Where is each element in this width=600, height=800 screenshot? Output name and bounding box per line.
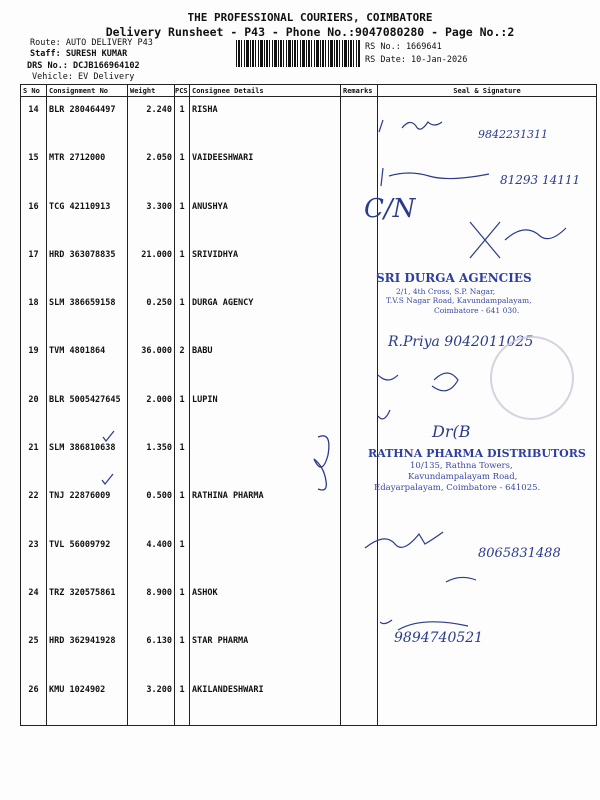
signature-phone: 9842231311 <box>478 128 548 141</box>
barcode <box>236 40 360 67</box>
weight: 2.000 <box>128 387 175 435</box>
durga-agencies-stamp <box>376 271 532 316</box>
drs-label: DRS No.: DCJB166964102 <box>27 61 140 71</box>
stamp-address-line: Coimbatore - 641 030. <box>434 306 520 316</box>
table-row <box>21 194 597 242</box>
serial-number: 21 <box>21 435 47 483</box>
pieces: 1 <box>175 435 190 483</box>
consignee-name: RISHA <box>190 97 341 146</box>
consignment-number: BLR 5005427645 <box>47 387 128 435</box>
remarks-cell <box>341 628 378 676</box>
table-row <box>21 628 597 676</box>
signature-cell <box>378 580 597 628</box>
column-header: Weight <box>128 85 175 97</box>
pieces: 1 <box>175 97 190 146</box>
staff-label: Staff: SURESH KUMAR <box>30 49 128 59</box>
remarks-cell <box>341 242 378 290</box>
consignee-name: BABU <box>190 338 341 386</box>
consignment-number: MTR 2712000 <box>47 145 128 193</box>
round-seal <box>490 336 574 420</box>
pieces: 1 <box>175 580 190 628</box>
pieces: 1 <box>175 483 190 531</box>
consignee-name: STAR PHARMA <box>190 628 341 676</box>
remarks-cell <box>341 97 378 146</box>
column-header: S No <box>21 85 47 97</box>
stamp-address-line: 10/135, Rathna Towers, <box>410 461 513 472</box>
serial-number: 24 <box>21 580 47 628</box>
weight: 0.250 <box>128 290 175 338</box>
stamp-address-line: Kavundampalayam Road, <box>408 472 518 483</box>
weight: 3.300 <box>128 194 175 242</box>
consignment-number: SLM 386810638 <box>47 435 128 483</box>
signature-cell <box>378 677 597 726</box>
consignment-number: HRD 362941928 <box>47 628 128 676</box>
signature-text: Dr(B <box>432 422 471 441</box>
consignee-name: RATHINA PHARMA <box>190 483 341 531</box>
consignment-number: KMU 1024902 <box>47 677 128 726</box>
consignee-name <box>190 435 341 483</box>
remarks-cell <box>341 290 378 338</box>
pieces: 1 <box>175 532 190 580</box>
weight: 2.240 <box>128 97 175 146</box>
consignee-name: SRIVIDHYA <box>190 242 341 290</box>
weight: 4.400 <box>128 532 175 580</box>
column-header: Consignee Details <box>190 85 341 97</box>
remarks-cell <box>341 580 378 628</box>
consignee-name: AKILANDESHWARI <box>190 677 341 726</box>
consignee-name: ASHOK <box>190 580 341 628</box>
serial-number: 14 <box>21 97 47 146</box>
consignment-number: TCG 42110913 <box>47 194 128 242</box>
serial-number: 20 <box>21 387 47 435</box>
consignment-number: BLR 280464497 <box>47 97 128 146</box>
weight: 36.000 <box>128 338 175 386</box>
weight: 6.130 <box>128 628 175 676</box>
runsheet-title: Delivery Runsheet - P43 - Phone No.:9047080280 - Page No.:2 <box>105 25 515 39</box>
remarks-cell <box>341 387 378 435</box>
consignment-number: SLM 386659158 <box>47 290 128 338</box>
pieces: 1 <box>175 145 190 193</box>
column-header: Remarks <box>341 85 378 97</box>
column-header: Seal & Signature <box>378 85 597 97</box>
table-row <box>21 580 597 628</box>
consignment-number: HRD 363078835 <box>47 242 128 290</box>
serial-number: 23 <box>21 532 47 580</box>
route-label: Route: AUTO DELIVERY P43 <box>30 38 153 48</box>
rs-number: RS No.: 1669641 <box>365 42 442 52</box>
remarks-cell <box>341 145 378 193</box>
consignee-name <box>190 532 341 580</box>
weight: 1.350 <box>128 435 175 483</box>
stamp-address-line: Edayarpalayam, Coimbatore - 641025. <box>374 483 541 494</box>
weight: 21.000 <box>128 242 175 290</box>
weight: 8.900 <box>128 580 175 628</box>
serial-number: 25 <box>21 628 47 676</box>
pieces: 1 <box>175 677 190 726</box>
signature-text: R.Priya 9042011025 <box>388 334 534 350</box>
serial-number: 17 <box>21 242 47 290</box>
remarks-cell <box>341 677 378 726</box>
pieces: 1 <box>175 242 190 290</box>
serial-number: 16 <box>21 194 47 242</box>
serial-number: 15 <box>21 145 47 193</box>
serial-number: 22 <box>21 483 47 531</box>
stamp-name: SRI DURGA AGENCIES <box>376 271 532 285</box>
weight: 3.200 <box>128 677 175 726</box>
signature-phone: 81293 14111 <box>500 173 581 187</box>
consignment-number: TVM 4801864 <box>47 338 128 386</box>
serial-number: 26 <box>21 677 47 726</box>
pieces: 1 <box>175 628 190 676</box>
stamp-name: RATHNA PHARMA DISTRIBUTORS <box>368 447 586 460</box>
vehicle-label: Vehicle: EV Delivery <box>32 72 135 82</box>
pieces: 1 <box>175 194 190 242</box>
weight: 2.050 <box>128 145 175 193</box>
column-header: PCS <box>175 86 188 95</box>
pieces: 2 <box>175 338 190 386</box>
consignment-number: TRZ 320575861 <box>47 580 128 628</box>
consignee-name: DURGA AGENCY <box>190 290 341 338</box>
consignee-name: VAIDEESHWARI <box>190 145 341 193</box>
remarks-cell <box>341 338 378 386</box>
company-title: THE PROFESSIONAL COURIERS, COIMBATORE <box>187 11 433 24</box>
consignee-name: ANUSHYA <box>190 194 341 242</box>
serial-number: 19 <box>21 338 47 386</box>
table-row <box>21 677 597 726</box>
consignee-name: LUPIN <box>190 387 341 435</box>
stamp-address-line: T.V.S Nagar Road, Kavundampalayam, <box>386 296 532 306</box>
rs-date: RS Date: 10-Jan-2026 <box>365 55 468 65</box>
pieces: 1 <box>175 387 190 435</box>
signature-phone: 8065831488 <box>478 546 561 561</box>
stamp-address-line: 2/1, 4th Cross, S.P. Nagar, <box>396 286 496 296</box>
serial-number: 18 <box>21 290 47 338</box>
signature-text: C/N <box>364 194 416 224</box>
weight: 0.500 <box>128 483 175 531</box>
pieces: 1 <box>175 290 190 338</box>
column-header: Consignment No <box>47 85 128 97</box>
consignment-number: TVL 56009792 <box>47 532 128 580</box>
signature-phone: 9894740521 <box>394 630 484 646</box>
consignment-number: TNJ 22876009 <box>47 483 128 531</box>
table-header-row <box>21 85 597 97</box>
remarks-cell <box>341 532 378 580</box>
rathna-pharma-stamp <box>368 447 586 494</box>
